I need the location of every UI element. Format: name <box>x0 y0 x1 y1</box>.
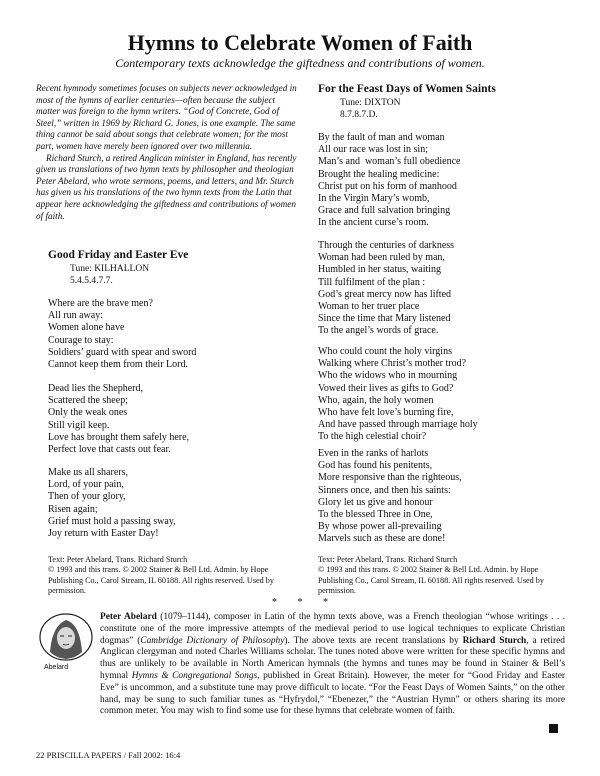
bio-paragraph <box>100 612 565 718</box>
hymn2-verse-2: Through the centuries of darkness Woman had been ruled by man, Humbled in her status, waiting Till fulfilment of the plan : God’s great mercy now has lifted Woman to her truer place Since the time that Mary listened To the angel’s words of grace. <box>318 240 455 337</box>
page-subtitle: Contemporary texts acknowledge the giftedness and contributions of women. <box>115 56 485 70</box>
hymn2-verse-3: Who could count the holy virgins Walking where Christ’s mother trod? Who the widows who in mourning Vowed their lives as gifts to God? Who, again, the holy women Who have felt love’s burning fire, And have passed through marriage holy To the high celestial choir? <box>318 346 478 443</box>
hymn1-verse-2: Dead lies the Shepherd, Scattered the sheep; Only the weak ones Still vigil keep. Love has brought them safely here, Perfect love that casts out fear. <box>48 383 190 456</box>
hymn1-verse-3: Make us all sharers, Lord, of your pain, Then of your glory, Risen again; Grief must hold a passing sway, Joy return with Easter Day! <box>48 467 176 540</box>
hymn2-credit: Text: Peter Abelard, Trans. Richard Sturch © 1993 and this trans. © 2002 Stainer & Bell Ltd. Admin. by Hope Publishing Co., Carol Stream, IL 60188. All rights reserved. Used by permission. <box>318 555 544 596</box>
bio-text-4: published in Great Britain). However, the meter for “Good Friday and Easter Eve” is uncommon, and a substitute tune may prove difficult to locate. “For the Feast Days of Women Saints,” on the other hand, may be sung to such familiar tunes as “Hyfrydol,” “Ebenezer,” the “Austrian Hymn” or others sharing its more common meter. You may wish to find some use for these hymns that celebrate women of faith. <box>100 670 565 717</box>
intro-text <box>36 83 298 222</box>
hymn1-title: Good Friday and Easter Eve <box>48 249 189 261</box>
page-title: Hymns to Celebrate Women of Faith <box>127 30 473 55</box>
hymn1-meter: 5.4.5.4.7.7. <box>70 276 113 286</box>
hymn1-tune: Tune: KILHALLON <box>70 264 150 274</box>
abelard-portrait <box>36 612 96 662</box>
bio-name-abelard: Peter Abelard <box>100 612 157 622</box>
section-divider: * * * <box>272 597 328 608</box>
page-footer: 22 PRISCILLA PAPERS / Fall 2002: 16:4 <box>36 750 181 760</box>
hymn2-title: For the Feast Days of Women Saints <box>318 83 496 95</box>
bio-text-1: (1079–1144), composer in Latin of the hymn texts above, was a French theologian “whose writings . . . constitute one of the more impressive attempts of the medieval period to use logical techniques to explicate Christian dogmas” ( <box>100 612 565 646</box>
bio-source: Cambridge Dictionary of Philosophy <box>140 635 285 646</box>
intro-paragraph-1: Recent hymnody sometimes focuses on subjects never acknowledged in most of the hymns of earlier centuries—often because the subject matter was foreign to the hymn writers. “God of Concrete, God of Steel,” written in 1969 by Richard G. Jones, is one example. The same thing cannot be said about songs that celebrate women; for the most part, women have merely been ignored over two millennia. <box>36 83 297 151</box>
end-of-article-mark <box>549 724 558 733</box>
bio-name-sturch: Richard Sturch <box>462 635 527 646</box>
hymn1-credit: Text: Peter Abelard, Trans. Richard Sturch © 1993 and this trans. © 2002 Stainer & Bell Ltd. Admin. by Hope Publishing Co., Carol Stream, IL 60188. All rights reserved. Used by permission. <box>48 555 274 596</box>
bio-hymnal: Hymns & Congregational Songs, <box>131 670 260 681</box>
hymn2-verse-4: Even in the ranks of harlots God has found his penitents, More responsive than the righteous, Sinners once, and then his saints: Glory let us give and honour To the blessed Three in One, By whose power all-prevailing Marvels such as these are done! <box>318 448 462 545</box>
bio-text-3: , a retired Anglican clergyman and noted Charles Williams scholar. The tunes noted above were written for these specific hymns and thus are unlikely to be available in North American hymnals (the hymns and tunes may be found in Stainer & Bell’s hymnal <box>100 635 565 681</box>
intro-paragraph-2: Richard Sturch, a retired Anglican minister in England, has recently given us translations of two hymn texts by philosopher and theologian Peter Abelard, who wrote sermons, poems, and letters, and Mr. Sturch has given us his translations of the two hymn texts from the Latin that appear here acknowledging the giftedness and contributions of women of faith. <box>36 152 297 221</box>
bio-text-2: ). The above texts are recent translations by <box>284 635 463 646</box>
portrait-caption: Abelard <box>44 664 69 671</box>
hymn2-verse-1: By the fault of man and woman All our race was lost in sin; Man’s and woman’s full obedience Brought the healing medicine: Christ put on his form of manhood In the Virgin Mary’s womb, Grace and full salvation bringing In the ancient curse’s room. <box>318 132 461 229</box>
hymn2-meter: 8.7.8.7.D. <box>340 110 378 120</box>
hymn2-tune: Tune: DIXTON <box>340 98 401 108</box>
hymn1-verse-1: Where are the brave men? All run away: Women alone have Courage to stay: Soldiers’ guard with spear and sword Cannot keep them from their Lord. <box>48 298 197 371</box>
